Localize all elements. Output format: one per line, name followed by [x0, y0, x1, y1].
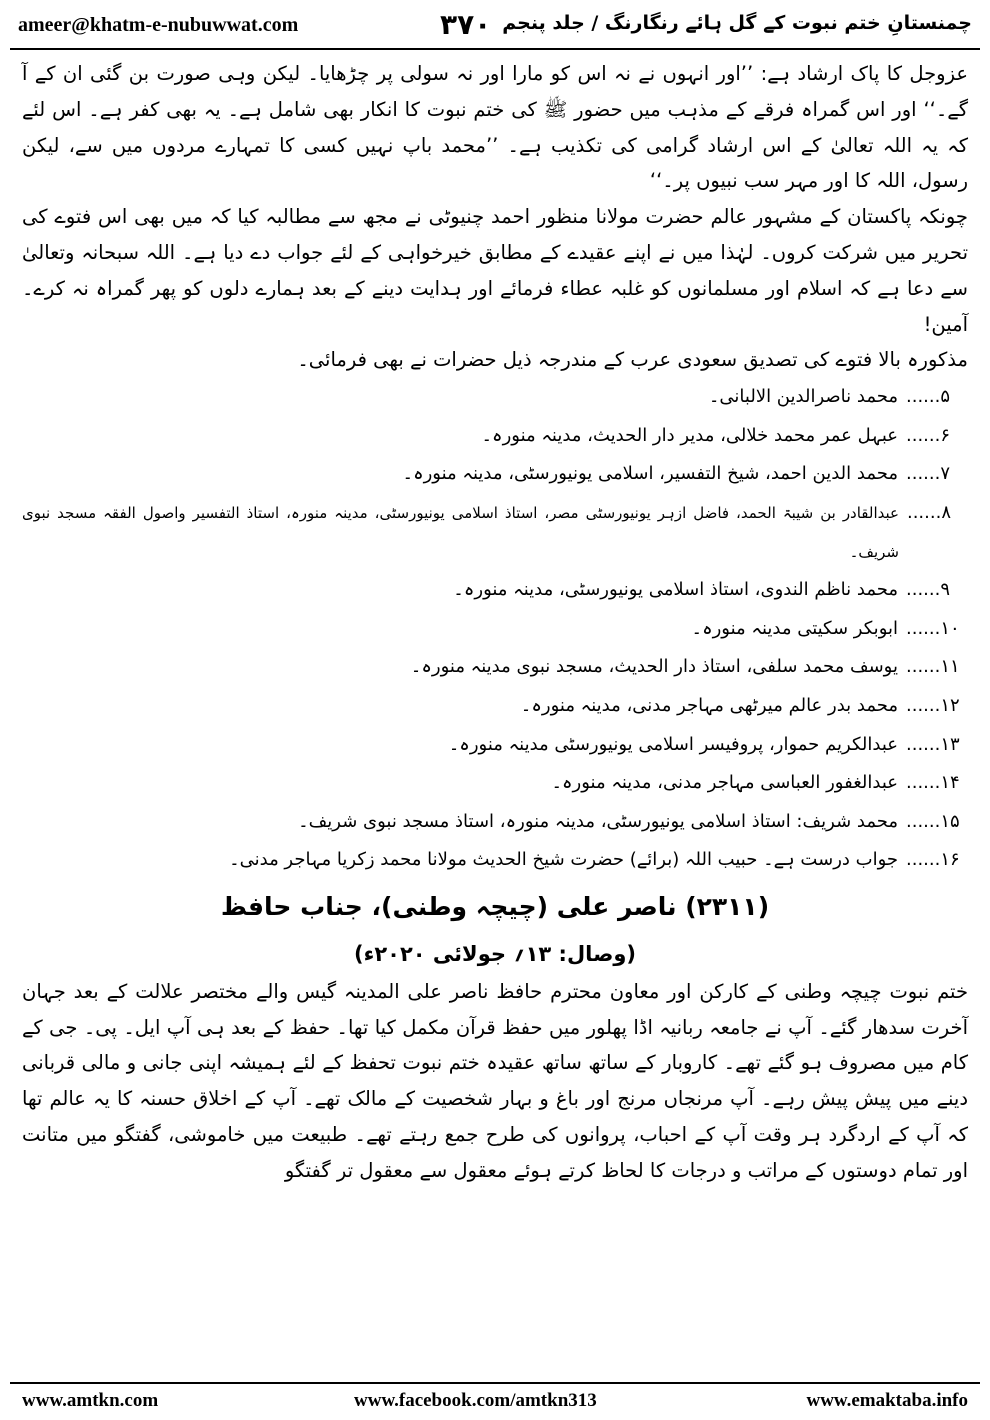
item-text: عبدالکریم حموار، پروفیسر اسلامی یونیورسٹی مدینہ منورہ۔: [448, 733, 898, 755]
item-number: ۱۶......: [906, 849, 960, 871]
page-content: [22, 56, 968, 1189]
footer-link-emaktaba[interactable]: www.emaktaba.info: [806, 1390, 968, 1411]
page-number: ۳۷۰: [440, 8, 492, 41]
section-heading: (۲۳۱۱) ناصر علی (چیچہ وطنی)، جناب حافظ: [220, 891, 770, 921]
list-item: [22, 378, 968, 417]
item-number: ۱۰......: [906, 617, 960, 639]
item-number: ۱۴......: [906, 772, 960, 794]
signatory-list: [22, 378, 968, 880]
list-item: [22, 803, 968, 842]
section-body: ختم نبوت چیچہ وطنی کے کارکن اور معاون محترم حافظ ناصر علی المدینہ گیس والے مختصر علالت کے بعد جہان آخرت سدھار گئے۔ آپ نے جامعہ ربانیہ اڈا پھلور میں حفظ قرآن مکمل کیا تھا۔ حفظ کے بعد ہی آپ ایل۔ پی۔ جی کے کام میں مصروف ہو گئے تھے۔ کاروبار کے ساتھ ساتھ عقیدہ ختم نبوت تحفظ کے لئے ہمیشہ اپنی جانی و مالی قربانی دینے میں پیش پیش رہے۔ آپ مرنجاں مرنج اور باغ و بہار شخصیت کے مالک تھے۔ آپ کے اخلاق حسنہ کا یہ عالم تھا کہ آپ کے اردگرد ہر وقت آپ کے احباب، پروانوں کی طرح جمع رہتے تھے۔ طبیعت میں خاموشی، گفتگو میں متانت اور تمام دوستوں کے مراتب و درجات کا لحاظ کرتے ہوئے معقول سے معقول تر گفتگو: [22, 979, 969, 1182]
intro-paragraph-2: چونکہ پاکستان کے مشہور عالم حضرت مولانا منظور احمد چنیوٹی نے مجھ سے مطالبہ کیا کہ میں بھی اس فتوے کی تحریر میں شرکت کروں۔ لہٰذا میں نے اپنے عقیدے کے مطابق خیرخواہی کے لئے جواب دے دیا ہے۔ اللہ سبحانہ وتعالیٰ سے دعا ہے کہ اسلام اور مسلمانوں کو غلبہ عطاء فرمائے اور ہدایت دینے کے بعد ہمارے دلوں کو پھر گمراہ نہ کرے۔ آمین!: [22, 205, 968, 336]
list-item: [22, 648, 968, 687]
item-number: ۸......: [906, 501, 951, 523]
list-item: [22, 610, 968, 649]
item-text: یوسف محمد سلفی، استاذ دار الحدیث، مسجد نبوی مدینہ منورہ۔: [410, 656, 898, 678]
item-number: ۱۱......: [906, 656, 960, 678]
item-text: محمد الدین احمد، شیخ التفسیر، اسلامی یونیورسٹی، مدینہ منورہ۔: [402, 463, 898, 485]
item-text: عبہل عمر محمد خلالی، مدیر دار الحدیث، مدینہ منورہ۔: [481, 424, 898, 446]
item-text: محمد ناظم الندوی، استاذ اسلامی یونیورسٹی، مدینہ منورہ۔: [453, 579, 898, 601]
footer-link-amtkn[interactable]: www.amtkn.com: [22, 1390, 159, 1411]
list-item: [22, 455, 968, 494]
header-email[interactable]: ameer@khatm-e-nubuwwat.com: [18, 14, 299, 36]
list-item: [22, 764, 968, 803]
item-number: ۱۵......: [906, 810, 960, 832]
item-text: ابوبکر سکیتی مدینہ منورہ۔: [691, 617, 898, 639]
item-text: محمد بدر عالم میرٹھی مہاجر مدنی، مدینہ منورہ۔: [520, 694, 898, 716]
list-item: [22, 571, 968, 610]
item-text: عبدالغفور العباسی مہاجر مدنی، مدینہ منورہ۔: [551, 772, 898, 794]
footer-divider: [10, 1382, 980, 1384]
item-text: محمد شریف: استاذ اسلامی یونیورسٹی، مدینہ منورہ، استاذ مسجد نبوی شریف۔: [298, 810, 898, 832]
item-number: ۱۳......: [906, 733, 960, 755]
list-item: [22, 417, 968, 456]
header-divider: [10, 48, 980, 50]
item-number: ۵......: [906, 386, 951, 408]
item-number: ۱۲......: [906, 694, 960, 716]
item-number: ۷......: [906, 463, 951, 485]
footer-link-facebook[interactable]: www.facebook.com/amtkn313: [354, 1390, 597, 1411]
page-header: [0, 0, 990, 52]
section-subheading: (وصال: ۱۳؍ جولائی ۲۰۲۰ء): [353, 941, 637, 966]
page-footer: [0, 1386, 990, 1418]
item-number: ۶......: [906, 424, 951, 446]
list-item: [22, 841, 968, 880]
intro-paragraph-1: عزوجل کا پاک ارشاد ہے: ’’اور انہوں نے نہ اس کو مارا اور نہ سولی پر چڑھایا۔ لیکن وہی صورت بن گئی ان کے آ گے۔‘‘ اور اس گمراہ فرقے کے مذہب میں حضور ﷺ کی ختم نبوت کا انکار بھی شامل ہے۔ یہ بھی کفر ہے۔ اس لئے کہ یہ اللہ تعالیٰ کے اس ارشاد گرامی کی تکذیب ہے۔ ’’محمد باپ نہیں کسی کا تمہارے مردوں میں سے، لیکن رسول، اللہ کا اور مہر سب نبیوں پر۔‘‘: [22, 62, 968, 193]
intro-paragraph-3: مذکورہ بالا فتوے کی تصدیق سعودی عرب کے مندرجہ ذیل حضرات نے بھی فرمائی۔: [297, 348, 968, 372]
item-text: عبدالقادر بن شیبۃ الحمد، فاضل ازہر یونیورسٹی مصر، استاذ اسلامی یونیورسٹی، مدینہ منورہ، استاذ التفسیر واصول الفقہ مسجد نبوی شریف۔: [22, 503, 899, 561]
list-item: [22, 687, 968, 726]
list-item: [22, 494, 968, 571]
item-text: جواب درست ہے۔ حبیب اللہ (برائے) حضرت شیخ الحدیث مولانا محمد زکریا مہاجر مدنی۔: [229, 849, 898, 871]
item-text: محمد ناصرالدین الالبانی۔: [708, 386, 898, 408]
list-item: [22, 726, 968, 765]
book-title: چمنستانِ ختم نبوت کے گل ہائے رنگارنگ / جلد پنجم: [502, 12, 972, 34]
item-number: ۹......: [906, 579, 951, 601]
